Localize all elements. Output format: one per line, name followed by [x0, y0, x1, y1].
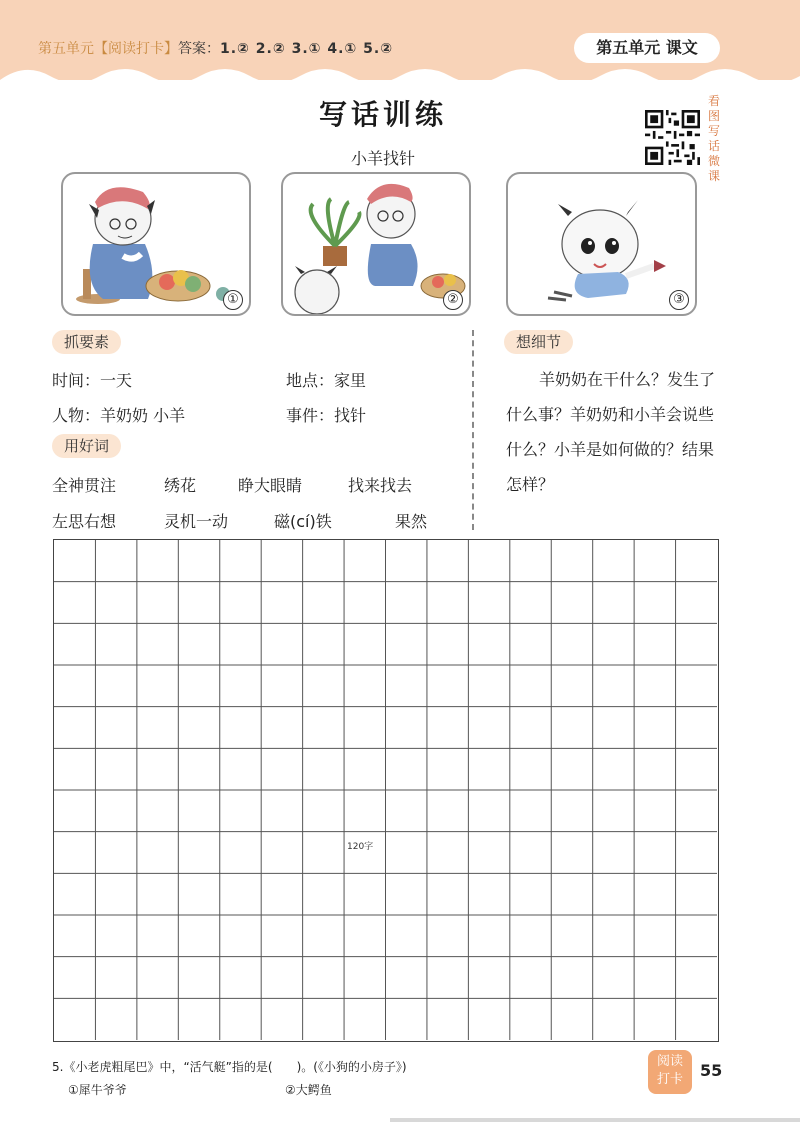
answer-unit-tag: 第五单元【阅读打卡】 — [38, 41, 178, 57]
word-item: 绣花 — [164, 476, 197, 495]
details-prompt: 羊奶奶在干什么？发生了什么事？羊奶奶和小羊会说些什么？小羊是如何做的？结果怎样？ — [506, 370, 716, 494]
picture-panel-2 — [281, 172, 471, 316]
reading-checkin-badge: 阅读 打卡 — [648, 1050, 692, 1094]
dashed-divider — [472, 330, 474, 530]
word-count-marker: 120字 — [347, 842, 374, 852]
good-words-tag: 用好词 — [52, 434, 121, 458]
story-title: 小羊找针 — [350, 149, 415, 168]
option-1: ①犀牛爷爷 — [68, 1083, 127, 1097]
top-banner — [0, 0, 800, 80]
word-item: 左思右想 — [52, 512, 117, 531]
searching-illustration — [283, 174, 471, 316]
page-number: 55 — [700, 1061, 723, 1080]
qr-code[interactable] — [645, 110, 700, 165]
panel-number-1: ① — [223, 290, 243, 310]
word-item: 找来找去 — [348, 476, 413, 495]
bottom-rule — [390, 1118, 800, 1122]
answer-key — [38, 38, 393, 58]
panel-number-2: ② — [443, 290, 463, 310]
word-item: 磁(cí)铁 — [274, 512, 332, 531]
grandma-sewing-illustration — [63, 174, 251, 316]
word-item: 果然 — [395, 512, 428, 531]
picture-panel-1 — [61, 172, 251, 316]
unit-pill: 第五单元 课文 — [574, 33, 720, 63]
think-details-tag: 想细节 — [504, 330, 573, 354]
panel-number-3: ③ — [669, 290, 689, 310]
question-5: 5.《小老虎粗尾巴》中，“活气艇”指的是( )。(《小狗的小房子》) — [52, 1060, 407, 1074]
characters-field: 人物：羊奶奶 小羊 — [52, 406, 186, 425]
word-item: 全神贯注 — [52, 476, 117, 495]
time-field: 时间：一天 — [52, 371, 133, 390]
writing-grid[interactable] — [53, 539, 719, 1042]
page-title: 写话训练 — [318, 98, 447, 131]
grid-lines — [54, 540, 717, 1040]
micro-lesson-tab[interactable]: 看图写话微课 — [707, 94, 720, 183]
little-sheep-magnet-illustration — [508, 174, 697, 316]
event-field: 事件：找针 — [286, 406, 367, 425]
place-field: 地点：家里 — [286, 371, 367, 390]
answer-label: 答案： — [178, 41, 220, 57]
picture-panel-3 — [506, 172, 697, 316]
grab-elements-tag: 抓要素 — [52, 330, 121, 354]
word-item: 灵机一动 — [164, 512, 229, 531]
answer-values: 1.② 2.② 3.① 4.① 5.② — [220, 41, 394, 57]
option-2: ②大鳄鱼 — [285, 1083, 332, 1097]
word-item: 睁大眼睛 — [238, 476, 303, 495]
